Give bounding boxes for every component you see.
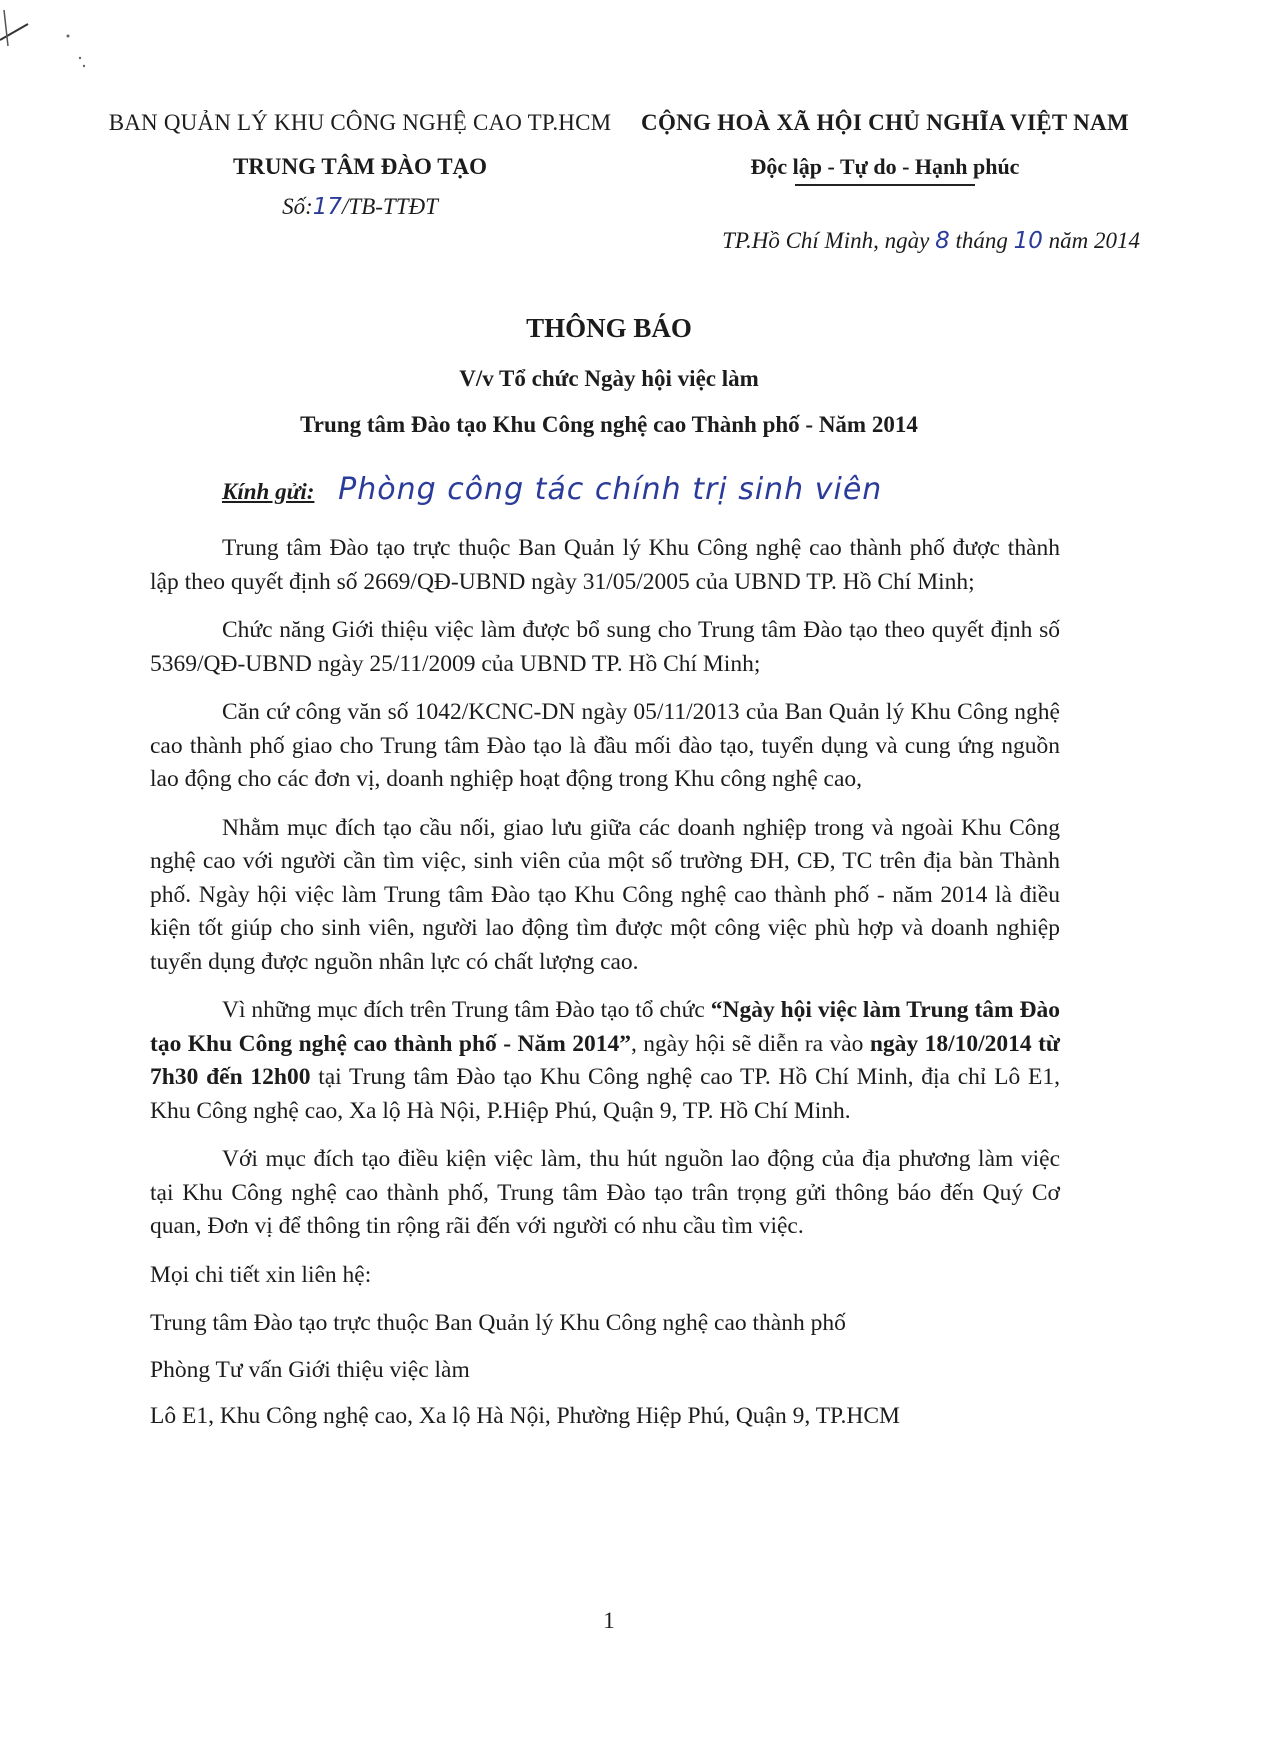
doc-no-prefix: Số: (282, 194, 313, 219)
agency-name: BAN QUẢN LÝ KHU CÔNG NGHỆ CAO TP.HCM (108, 110, 612, 135)
date-month-handwritten: 10 (1013, 228, 1043, 254)
p5-text-e: tại Trung tâm Đào tạo Khu Công nghệ cao TP. Hồ Chí Minh, địa chỉ Lô E1, Khu Công nghệ cao, Xa lộ Hà Nội, P.Hiệp Phú, Quận 9, TP. Hồ Chí Minh. (150, 1064, 1060, 1124)
paragraph-1: Trung tâm Đào tạo trực thuộc Ban Quản lý Khu Công nghệ cao thành phố được thành lập theo quyết định số 2669/QĐ-UBND ngày 31/05/2005 của UBND TP. Hồ Chí Minh; (150, 535, 1060, 595)
paragraph-5 (150, 994, 1060, 1128)
page-number: 1 (603, 1608, 615, 1633)
date-year-label: năm 2014 (1048, 228, 1140, 253)
event-datetime: ngày 18/10/2014 từ 7h30 đến 12h00 (150, 1030, 1060, 1090)
date-day-handwritten: 8 (935, 228, 950, 254)
scan-corner-mark (0, 0, 90, 70)
p5-text-a: Vì những mục đích trên Trung tâm Đào tạo tổ chức (222, 997, 711, 1023)
subject-line-1: V/v Tổ chức Ngày hội việc làm (459, 366, 759, 391)
document-title: THÔNG BÁO (526, 313, 692, 343)
paragraph-4: Nhằm mục đích tạo cầu nối, giao lưu giữa các doanh nghiệp trong và ngoài Khu Công nghệ cao với người cần tìm việc, sinh viên của một số trường ĐH, CĐ, TC trên địa bàn Thành phố. Ngày hội việc làm Trung tâm Đào tạo Khu Công nghệ cao thành phố - năm 2014 là điều kiện tốt giúp cho sinh viên, người lao động tìm được một công việc phù hợp và doanh nghiệp tuyển dụng được nguồn nhân lực có chất lượng cao. (150, 814, 1060, 975)
paragraph-6: Với mục đích tạo điều kiện việc làm, thu hút nguồn lao động của địa phương làm việc tại Khu Công nghệ cao thành phố, Trung tâm Đào tạo trân trọng gửi thông báo đến Quý Cơ quan, Đơn vị để thông tin rộng rãi đến với người có nhu cầu tìm việc. (150, 1146, 1060, 1239)
paragraph-3: Căn cứ công văn số 1042/KCNC-DN ngày 05/11/2013 của Ban Quản lý Khu Công nghệ cao thành phố giao cho Trung tâm Đào tạo là đầu mối đào tạo, tuyển dụng và cung ứng nguồn lao động cho các đơn vị, doanh nghiệp hoạt động trong Khu công nghệ cao, (150, 699, 1060, 792)
paragraph-2: Chức năng Giới thiệu việc làm được bổ sung cho Trung tâm Đào tạo theo quyết định số 5369/QĐ-UBND ngày 25/11/2009 của UBND TP. Hồ Chí Minh; (150, 617, 1060, 677)
national-motto: Độc lập - Tự do - Hạnh phúc (750, 154, 1020, 179)
contact-address: Lô E1, Khu Công nghệ cao, Xa lộ Hà Nội, Phường Hiệp Phú, Quận 9, TP.HCM (150, 1403, 900, 1429)
contact-office: Phòng Tư vấn Giới thiệu việc làm (150, 1356, 470, 1383)
contact-intro: Mọi chi tiết xin liên hệ: (150, 1261, 372, 1288)
department-name: TRUNG TÂM ĐÀO TẠO (232, 154, 488, 179)
recipient-label: Kính gửi: (222, 479, 315, 504)
subject-line-2: Trung tâm Đào tạo Khu Công nghệ cao Thành phố - Năm 2014 (300, 412, 918, 437)
p5-text-c: , ngày hội sẽ diễn ra vào (630, 1030, 870, 1057)
document-number (80, 194, 640, 220)
national-header (630, 110, 1140, 186)
event-name: “Ngày hội việc làm Trung tâm Đào tạo Khu Công nghệ cao thành phố - Năm 2014” (150, 997, 1060, 1057)
republic-title: CỘNG HOÀ XÃ HỘI CHỦ NGHĨA VIỆT NAM (641, 110, 1129, 135)
issue-date (600, 228, 1140, 254)
recipient-handwritten: Phòng công tác chính trị sinh viên (338, 472, 883, 507)
document-body (150, 532, 1060, 1447)
issuer-block (80, 110, 640, 220)
date-month-label: tháng (955, 228, 1008, 253)
doc-no-handwritten: 17 (312, 194, 343, 220)
contact-org: Trung tâm Đào tạo trực thuộc Ban Quản lý Khu Công nghệ cao thành phố (150, 1310, 846, 1336)
doc-no-suffix: /TB-TTĐT (342, 194, 438, 219)
date-prefix: TP.Hồ Chí Minh, ngày (722, 228, 930, 253)
recipient-line (222, 472, 882, 507)
motto-underline (795, 184, 975, 186)
